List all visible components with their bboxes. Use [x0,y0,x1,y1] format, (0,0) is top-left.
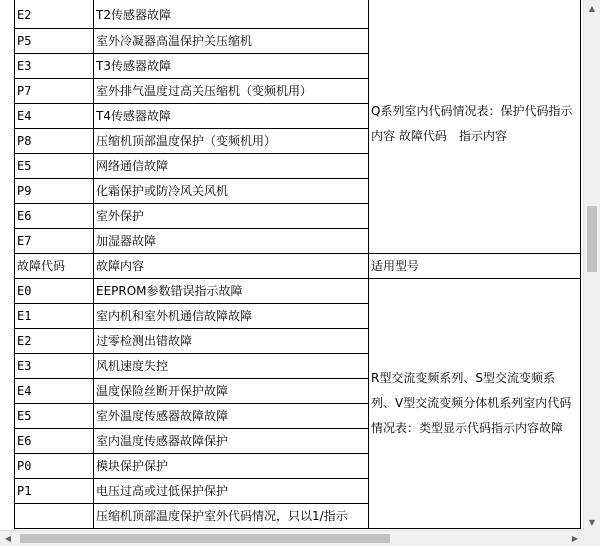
fault-code-cell: E3 [15,54,94,79]
fault-code-cell: E0 [15,279,94,304]
fault-content-cell: 压缩机顶部温度保护（变频机用） [94,129,369,154]
fault-content-cell: 过零检测出错故障 [94,329,369,354]
triangle-down-icon[interactable]: ▼ [588,517,596,527]
triangle-up-icon[interactable]: ▲ [588,3,596,13]
fault-code-cell: E5 [15,404,94,429]
applicable-model-cell: Q系列室内代码情况表：保护代码指示内容 故障代码 指示内容 [369,0,581,254]
fault-code-table [14,0,581,529]
fault-content-cell: 电压过高或过低保护保护 [94,479,369,504]
fault-content-cell: 模块保护保护 [94,454,369,479]
fault-code-cell [15,504,94,529]
table-row [15,279,581,304]
vertical-scrollbar[interactable] [583,0,600,530]
table-row [15,0,581,29]
fault-code-cell: P8 [15,129,94,154]
fault-content-cell: 室内机和室外机通信故障故障 [94,304,369,329]
fault-content-cell: 压缩机顶部温度保护室外代码情况，只以1/指示 [94,504,369,529]
applicable-model-cell: R型交流变频系列、S型交流变频系列、V型交流变频分体机系列室内代码情况表：类型显示代码指示内容故障 [369,279,581,529]
fault-content-cell: 室外温度传感器故障故障 [94,404,369,429]
fault-content-cell: T4传感器故障 [94,104,369,129]
fault-code-cell: P7 [15,79,94,104]
fault-content-cell: 室外保护 [94,204,369,229]
fault-content-cell: 室外冷凝器高温保护关压缩机 [94,29,369,54]
header-applicable-model: 适用型号 [369,254,581,279]
fault-content-cell: 化霜保护或防冷风关风机 [94,179,369,204]
fault-content-cell: T2传感器故障 [94,0,369,29]
horizontal-scrollbar[interactable] [0,530,583,546]
fault-code-cell: E4 [15,379,94,404]
triangle-right-icon[interactable]: ▶ [571,534,579,543]
fault-content-cell: 加湿器故障 [94,229,369,254]
fault-code-cell: P0 [15,454,94,479]
fault-code-cell: E3 [15,354,94,379]
fault-code-cell: E7 [15,229,94,254]
scrollbar-corner [583,530,600,546]
fault-code-cell: E1 [15,304,94,329]
fault-code-cell: E6 [15,429,94,454]
vertical-scroll-thumb[interactable] [587,206,597,272]
fault-content-cell: 温度保险丝断开保护故障 [94,379,369,404]
fault-content-cell: 网络通信故障 [94,154,369,179]
table-header-row [15,254,581,279]
triangle-left-icon[interactable]: ◀ [4,534,12,543]
header-fault-content: 故障内容 [94,254,369,279]
fault-content-cell: T3传感器故障 [94,54,369,79]
fault-content-cell: 风机速度失控 [94,354,369,379]
fault-code-cell: E2 [15,0,94,29]
fault-code-cell: P9 [15,179,94,204]
header-fault-code: 故障代码 [15,254,94,279]
fault-content-cell: EEPROM参数错误指示故障 [94,279,369,304]
fault-content-cell: 室外排气温度过高关压缩机（变频机用） [94,79,369,104]
fault-code-cell: E4 [15,104,94,129]
fault-code-cell: E5 [15,154,94,179]
fault-content-cell: 室内温度传感器故障保护 [94,429,369,454]
fault-code-cell: P5 [15,29,94,54]
horizontal-scroll-thumb[interactable] [20,534,390,543]
fault-code-cell: E2 [15,329,94,354]
table-body [15,0,581,529]
fault-code-cell: E6 [15,204,94,229]
fault-code-cell: P1 [15,479,94,504]
